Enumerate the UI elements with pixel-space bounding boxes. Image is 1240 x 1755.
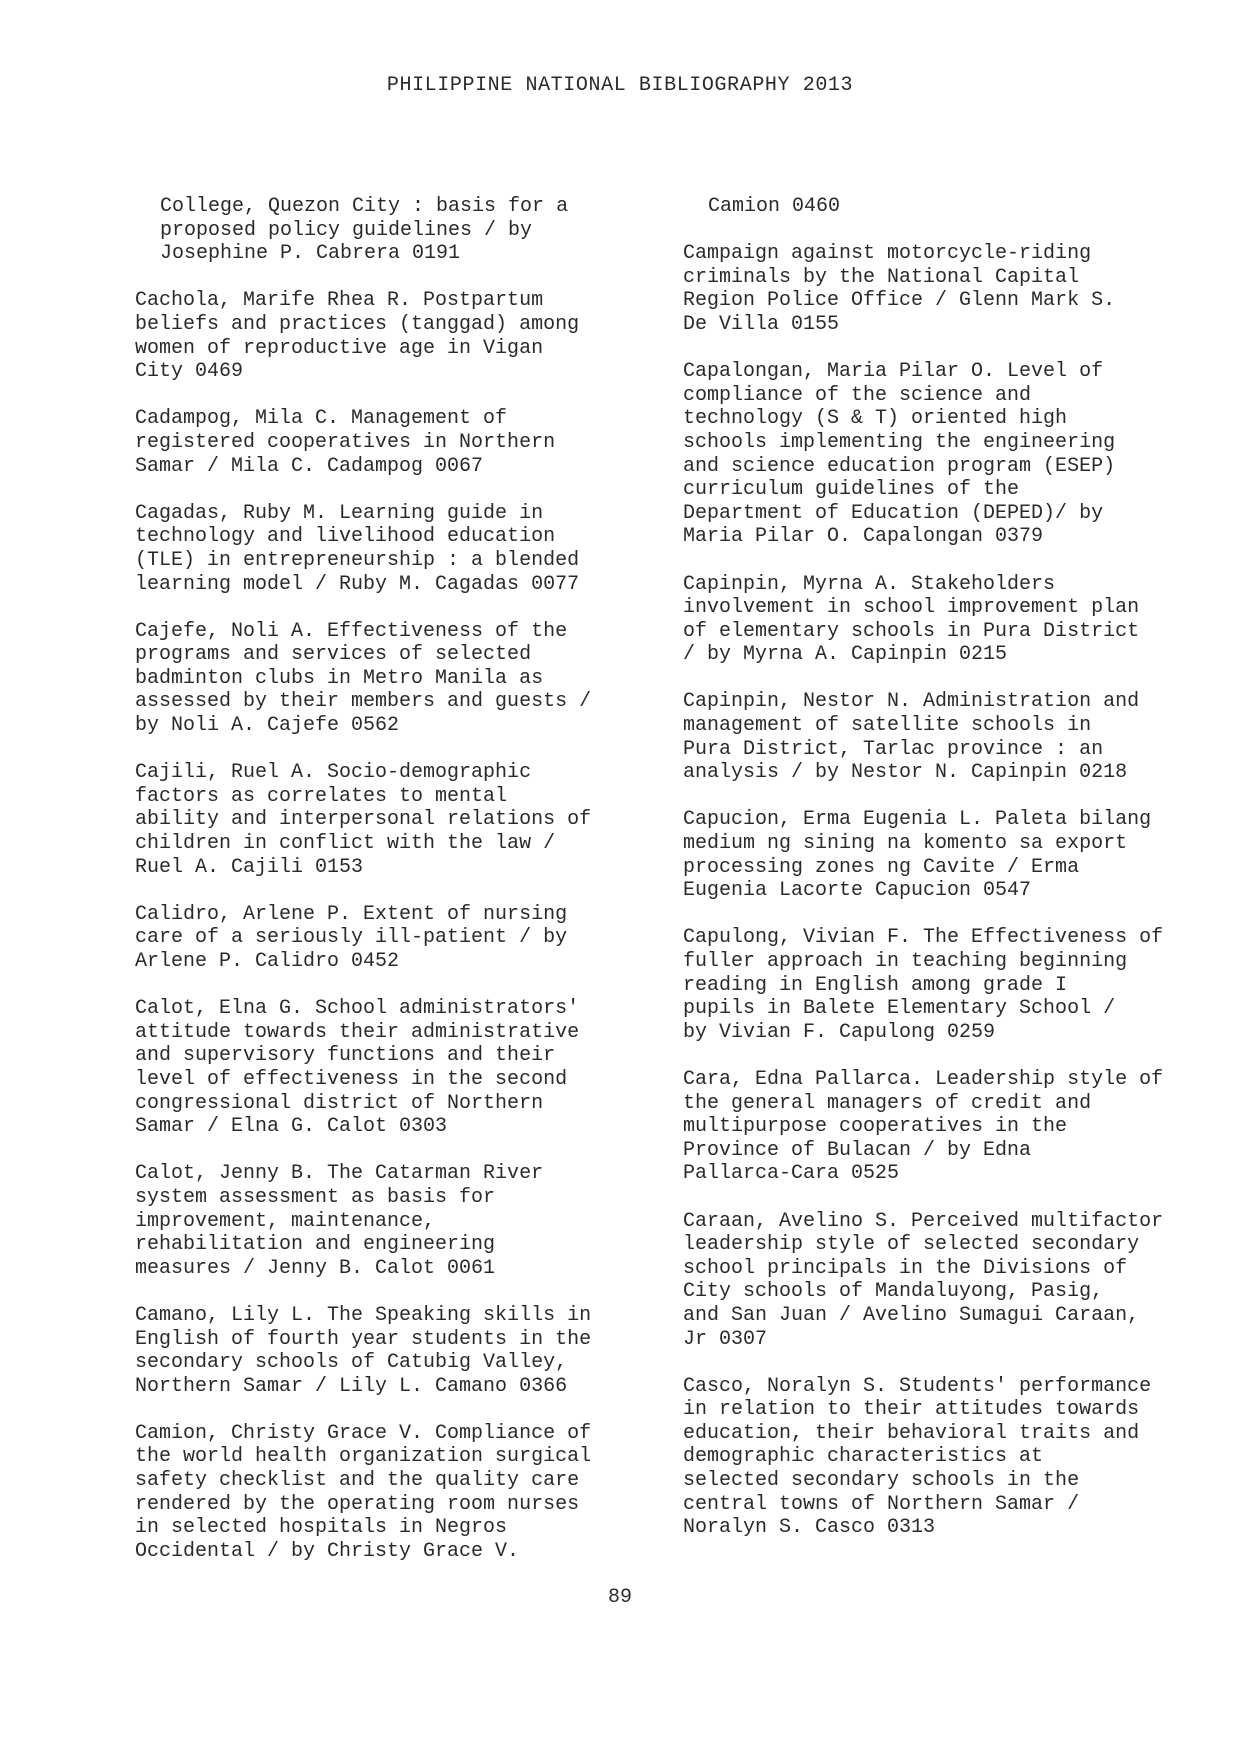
entry-line: Cagadas, Ruby M. Learning guide in bbox=[135, 501, 544, 525]
entry-line: multipurpose cooperatives in the bbox=[683, 1115, 1068, 1139]
entry-line: Campaign against motorcycle-riding bbox=[683, 242, 1092, 266]
entry-line: Camion 0460 bbox=[708, 195, 841, 218]
bibliography-entry-continued bbox=[135, 195, 655, 266]
entry-line: programs and services of selected bbox=[135, 643, 532, 667]
entry-line: of elementary schools in Pura District bbox=[683, 619, 1140, 643]
entry-line: Cara, Edna Pallarca. Leadership style of bbox=[683, 1067, 1164, 1091]
entry-line: Jr 0307 bbox=[683, 1327, 768, 1351]
bibliography-entry bbox=[135, 502, 655, 596]
entry-line: Eugenia Lacorte Capucion 0547 bbox=[683, 879, 1032, 903]
bibliography-entry bbox=[683, 573, 1203, 667]
entry-line: central towns of Northern Samar / bbox=[683, 1492, 1080, 1516]
entry-line: education, their behavioral traits and bbox=[683, 1421, 1140, 1445]
entry-line: Cadampog, Mila C. Management of bbox=[135, 407, 508, 431]
entry-line: care of a seriously ill-patient / by bbox=[135, 926, 568, 950]
bibliography-entry bbox=[135, 997, 655, 1139]
entry-line: processing zones ng Cavite / Erma bbox=[683, 855, 1080, 879]
entry-line: technology and livelihood education bbox=[135, 525, 556, 549]
bibliography-entry bbox=[683, 1375, 1203, 1540]
entry-line: Capucion, Erma Eugenia L. Paleta bilang bbox=[683, 808, 1152, 832]
entry-line: Cajefe, Noli A. Effectiveness of the bbox=[135, 619, 568, 643]
bibliography-entry bbox=[683, 242, 1203, 336]
entry-line: Capalongan, Maria Pilar O. Level of bbox=[683, 360, 1104, 384]
right-column bbox=[683, 195, 1203, 1563]
entry-line: assessed by their members and guests / bbox=[135, 690, 592, 714]
bibliography-entry bbox=[135, 1304, 655, 1398]
entry-line: Occidental / by Christy Grace V. bbox=[135, 1539, 520, 1563]
entry-line: the world health organization surgical bbox=[135, 1445, 592, 1469]
entry-line: curriculum guidelines of the bbox=[683, 478, 1020, 502]
entry-line: Capulong, Vivian F. The Effectiveness of bbox=[683, 926, 1164, 950]
bibliography-entry bbox=[135, 1422, 655, 1564]
entry-line: criminals by the National Capital bbox=[683, 265, 1080, 289]
entry-line: safety checklist and the quality care bbox=[135, 1469, 580, 1493]
entry-line: Northern Samar / Lily L. Camano 0366 bbox=[135, 1374, 568, 1398]
bibliography-entry bbox=[135, 761, 655, 879]
bibliography-entry-continued bbox=[683, 195, 1203, 219]
bibliography-entry bbox=[135, 289, 655, 383]
left-column bbox=[135, 195, 655, 1587]
entry-line: congressional district of Northern bbox=[135, 1091, 544, 1115]
entry-line: and science education program (ESEP) bbox=[683, 454, 1116, 478]
entry-line: measures / Jenny B. Calot 0061 bbox=[135, 1256, 496, 1280]
entry-line: selected secondary schools in the bbox=[683, 1469, 1080, 1493]
entry-line: and San Juan / Avelino Sumagui Caraan, bbox=[683, 1303, 1140, 1327]
bibliography-entry bbox=[683, 808, 1203, 902]
entry-line: medium ng sining na komento sa export bbox=[683, 832, 1128, 856]
entry-line: pupils in Balete Elementary School / bbox=[683, 997, 1116, 1021]
entry-line: in selected hospitals in Negros bbox=[135, 1516, 508, 1540]
entry-line: registered cooperatives in Northern bbox=[135, 430, 556, 454]
entry-line: Cajili, Ruel A. Socio-demographic bbox=[135, 761, 532, 785]
bibliography-entry bbox=[683, 690, 1203, 784]
entry-line: Capinpin, Nestor N. Administration and bbox=[683, 690, 1140, 714]
running-header: PHILIPPINE NATIONAL BIBLIOGRAPHY 2013 bbox=[386, 74, 854, 97]
entry-line: compliance of the science and bbox=[683, 383, 1032, 407]
entry-line: schools implementing the engineering bbox=[683, 430, 1116, 454]
entry-line: system assessment as basis for bbox=[135, 1185, 496, 1209]
bibliography-entry bbox=[683, 926, 1203, 1044]
entry-line: Maria Pilar O. Capalongan 0379 bbox=[683, 525, 1044, 549]
bibliography-entry bbox=[683, 360, 1203, 549]
entry-line: technology (S & T) oriented high bbox=[683, 407, 1068, 431]
entry-line: College, Quezon City : basis for a bbox=[160, 195, 569, 218]
entry-line: Samar / Mila C. Cadampog 0067 bbox=[135, 454, 484, 478]
entry-line: Samar / Elna G. Calot 0303 bbox=[135, 1115, 448, 1139]
entry-line: / by Myrna A. Capinpin 0215 bbox=[683, 643, 1008, 667]
entry-line: the general managers of credit and bbox=[683, 1091, 1092, 1115]
entry-line: school principals in the Divisions of bbox=[683, 1256, 1128, 1280]
entry-line: attitude towards their administrative bbox=[135, 1020, 580, 1044]
entry-line: Noralyn S. Casco 0313 bbox=[683, 1516, 936, 1540]
entry-line: analysis / by Nestor N. Capinpin 0218 bbox=[683, 761, 1128, 785]
entry-line: fuller approach in teaching beginning bbox=[683, 950, 1128, 973]
entry-line: Ruel A. Cajili 0153 bbox=[135, 855, 364, 879]
entry-line: Province of Bulacan / by Edna bbox=[683, 1138, 1032, 1162]
entry-line: Capinpin, Myrna A. Stakeholders bbox=[683, 572, 1056, 596]
entry-line: by Vivian F. Capulong 0259 bbox=[683, 1020, 996, 1044]
entry-line: leadership style of selected secondary bbox=[683, 1233, 1140, 1257]
entry-line: level of effectiveness in the second bbox=[135, 1067, 568, 1091]
entry-line: Calidro, Arlene P. Extent of nursing bbox=[135, 902, 568, 926]
entry-line: rendered by the operating room nurses bbox=[135, 1492, 580, 1516]
entry-line: reading in English among grade I bbox=[683, 973, 1068, 997]
entry-line: Pura District, Tarlac province : an bbox=[683, 737, 1104, 761]
entry-line: badminton clubs in Metro Manila as bbox=[135, 666, 544, 690]
entry-line: Pallarca-Cara 0525 bbox=[683, 1162, 900, 1186]
page-number: 89 bbox=[607, 1586, 632, 1609]
bibliography-entry bbox=[683, 1210, 1203, 1352]
bibliography-entry bbox=[135, 407, 655, 478]
entry-line: Camion, Christy Grace V. Compliance of bbox=[135, 1421, 592, 1445]
entry-line: secondary schools of Catubig Valley, bbox=[135, 1351, 568, 1375]
entry-line: Josephine P. Cabrera 0191 bbox=[160, 242, 461, 266]
entry-line: rehabilitation and engineering bbox=[135, 1233, 496, 1257]
entry-line: children in conflict with the law / bbox=[135, 832, 556, 856]
entry-line: Caraan, Avelino S. Perceived multifactor bbox=[683, 1209, 1164, 1233]
entry-line: Casco, Noralyn S. Students' performance bbox=[683, 1374, 1152, 1398]
entry-line: women of reproductive age in Vigan bbox=[135, 336, 544, 360]
entry-line: by Noli A. Cajefe 0562 bbox=[135, 714, 400, 738]
entry-line: City 0469 bbox=[135, 360, 244, 384]
entry-line: (TLE) in entrepreneurship : a blended bbox=[135, 548, 580, 572]
entry-line: demographic characteristics at bbox=[683, 1445, 1044, 1469]
entry-line: English of fourth year students in the bbox=[135, 1327, 592, 1351]
entry-line: proposed policy guidelines / by bbox=[160, 218, 533, 242]
bibliography-entry bbox=[135, 903, 655, 974]
entry-line: Department of Education (DEPED)/ by bbox=[683, 501, 1104, 525]
entry-line: Calot, Elna G. School administrators' bbox=[135, 997, 580, 1021]
entry-line: learning model / Ruby M. Cagadas 0077 bbox=[135, 572, 580, 596]
bibliography-entry bbox=[683, 1068, 1203, 1186]
entry-line: Calot, Jenny B. The Catarman River bbox=[135, 1162, 544, 1186]
entry-line: ability and interpersonal relations of bbox=[135, 808, 592, 832]
entry-line: factors as correlates to mental bbox=[135, 784, 508, 808]
entry-line: involvement in school improvement plan bbox=[683, 596, 1140, 620]
entry-line: Arlene P. Calidro 0452 bbox=[135, 950, 400, 973]
entry-line: beliefs and practices (tanggad) among bbox=[135, 312, 580, 336]
bibliography-entry bbox=[135, 1162, 655, 1280]
entry-line: management of satellite schools in bbox=[683, 714, 1092, 738]
entry-line: in relation to their attitudes towards bbox=[683, 1398, 1140, 1422]
entry-line: Cachola, Marife Rhea R. Postpartum bbox=[135, 289, 544, 313]
entry-line: and supervisory functions and their bbox=[135, 1044, 556, 1068]
entry-line: De Villa 0155 bbox=[683, 312, 840, 336]
bibliography-entry bbox=[135, 620, 655, 738]
entry-line: City schools of Mandaluyong, Pasig, bbox=[683, 1280, 1104, 1304]
entry-line: improvement, maintenance, bbox=[135, 1209, 436, 1233]
entry-line: Region Police Office / Glenn Mark S. bbox=[683, 289, 1116, 313]
entry-line: Camano, Lily L. The Speaking skills in bbox=[135, 1303, 592, 1327]
